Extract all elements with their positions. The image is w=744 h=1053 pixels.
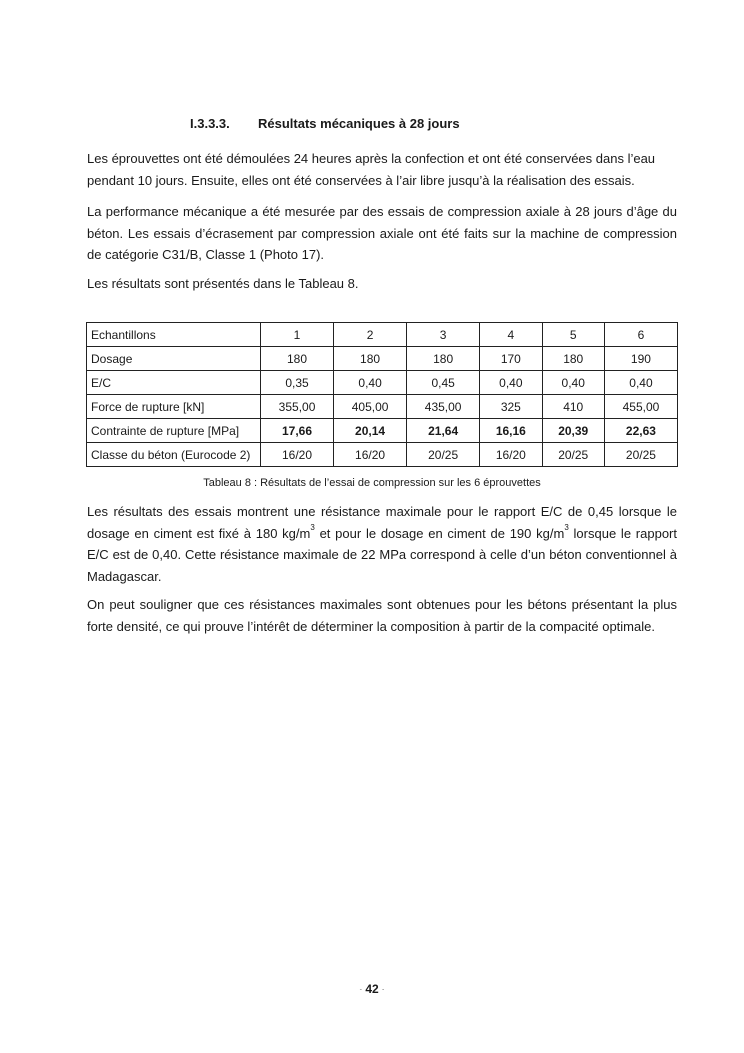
section-heading — [190, 116, 460, 131]
table-cell: 20/25 — [604, 443, 677, 467]
page-number-dash: - — [359, 986, 362, 994]
table-cell: 4 — [480, 323, 542, 347]
table-cell: 21,64 — [407, 419, 480, 443]
table-cell: 16/20 — [334, 443, 407, 467]
results-table — [86, 322, 678, 467]
table-cell: 405,00 — [334, 395, 407, 419]
table-cell: 2 — [334, 323, 407, 347]
table-cell: 3 — [407, 323, 480, 347]
table-cell: 20,14 — [334, 419, 407, 443]
table-cell: 0,40 — [480, 371, 542, 395]
table-cell: 325 — [480, 395, 542, 419]
text-segment: lorsque le rapport E/C est de 0,40. Cette résistance maximale de 22 MPa correspond à celle d’un béton conventionnel à Madagascar. — [87, 525, 677, 584]
table-cell: 16/20 — [261, 443, 334, 467]
table-cell: 22,63 — [604, 419, 677, 443]
table-row — [87, 323, 678, 347]
table-cell: 180 — [542, 347, 604, 371]
paragraph-density-conclusion: On peut souligner que ces résistances maximales sont obtenues pour les bétons présentant la plus forte densité, ce qui prouve l’intérêt de déterminer la composition à partir de la compacité optimale. — [87, 597, 677, 634]
row-label: Dosage — [87, 347, 261, 371]
table-cell: 16,16 — [480, 419, 542, 443]
table-cell: 455,00 — [604, 395, 677, 419]
page-number-value: 42 — [365, 982, 379, 996]
table-cell: 6 — [604, 323, 677, 347]
table-row — [87, 371, 678, 395]
table-cell: 190 — [604, 347, 677, 371]
table-cell: 180 — [334, 347, 407, 371]
table-cell: 0,45 — [407, 371, 480, 395]
table-row — [87, 419, 678, 443]
row-label: Classe du béton (Eurocode 2) — [87, 443, 261, 467]
paragraph-specimen-curing: Les éprouvettes ont été démoulées 24 heures après la confection et ont été conservées dans l’eau pendant 10 jours. Ensuite, elles ont été conservées à l’air libre jusqu’à la réalisation des essais. — [87, 151, 656, 188]
row-label: E/C — [87, 371, 261, 395]
paragraph-compression-test: La performance mécanique a été mesurée par des essais de compression axiale à 28 jours d’âge du béton. Les essais d’écrasement par compression axiale ont été faits sur la machine de compression de catégorie C31/B, Classe 1 (Photo 17). — [87, 204, 677, 262]
superscript: 3 — [564, 523, 569, 533]
paragraph-results-intro: Les résultats sont présentés dans le Tableau 8. — [87, 276, 359, 291]
table-cell: 170 — [480, 347, 542, 371]
table-row — [87, 443, 678, 467]
table-cell: 17,66 — [261, 419, 334, 443]
table-row — [87, 395, 678, 419]
table-cell: 0,40 — [604, 371, 677, 395]
table-cell: 0,40 — [542, 371, 604, 395]
row-label: Contrainte de rupture [MPa] — [87, 419, 261, 443]
table-caption: Tableau 8 : Résultats de l’essai de compression sur les 6 éprouvettes — [203, 477, 541, 489]
page-number-dash: - — [382, 986, 385, 994]
table-cell: 410 — [542, 395, 604, 419]
text-segment: et pour le dosage en ciment de 190 kg/m — [314, 525, 565, 541]
page-number — [0, 982, 744, 996]
section-title: Résultats mécaniques à 28 jours — [258, 116, 460, 131]
table-cell: 16/20 — [480, 443, 542, 467]
table-cell: 180 — [261, 347, 334, 371]
table-cell: 5 — [542, 323, 604, 347]
table-cell: 0,40 — [334, 371, 407, 395]
paragraph-max-resistance — [87, 501, 677, 587]
row-label: Echantillons — [87, 323, 261, 347]
table-row — [87, 347, 678, 371]
table-cell: 1 — [261, 323, 334, 347]
superscript: 3 — [310, 523, 315, 533]
table-cell: 20,39 — [542, 419, 604, 443]
table-cell: 180 — [407, 347, 480, 371]
section-number: I.3.3.3. — [190, 116, 230, 131]
table-cell: 20/25 — [542, 443, 604, 467]
text-segment: Les résultats des essais montrent une résistance maximale pour le rapport E/C de 0,45 lorsque le dosage en ciment est fixé à 180 kg/m — [87, 504, 677, 541]
table-cell: 355,00 — [261, 395, 334, 419]
table-cell: 435,00 — [407, 395, 480, 419]
row-label: Force de rupture [kN] — [87, 395, 261, 419]
table-cell: 0,35 — [261, 371, 334, 395]
table-cell: 20/25 — [407, 443, 480, 467]
